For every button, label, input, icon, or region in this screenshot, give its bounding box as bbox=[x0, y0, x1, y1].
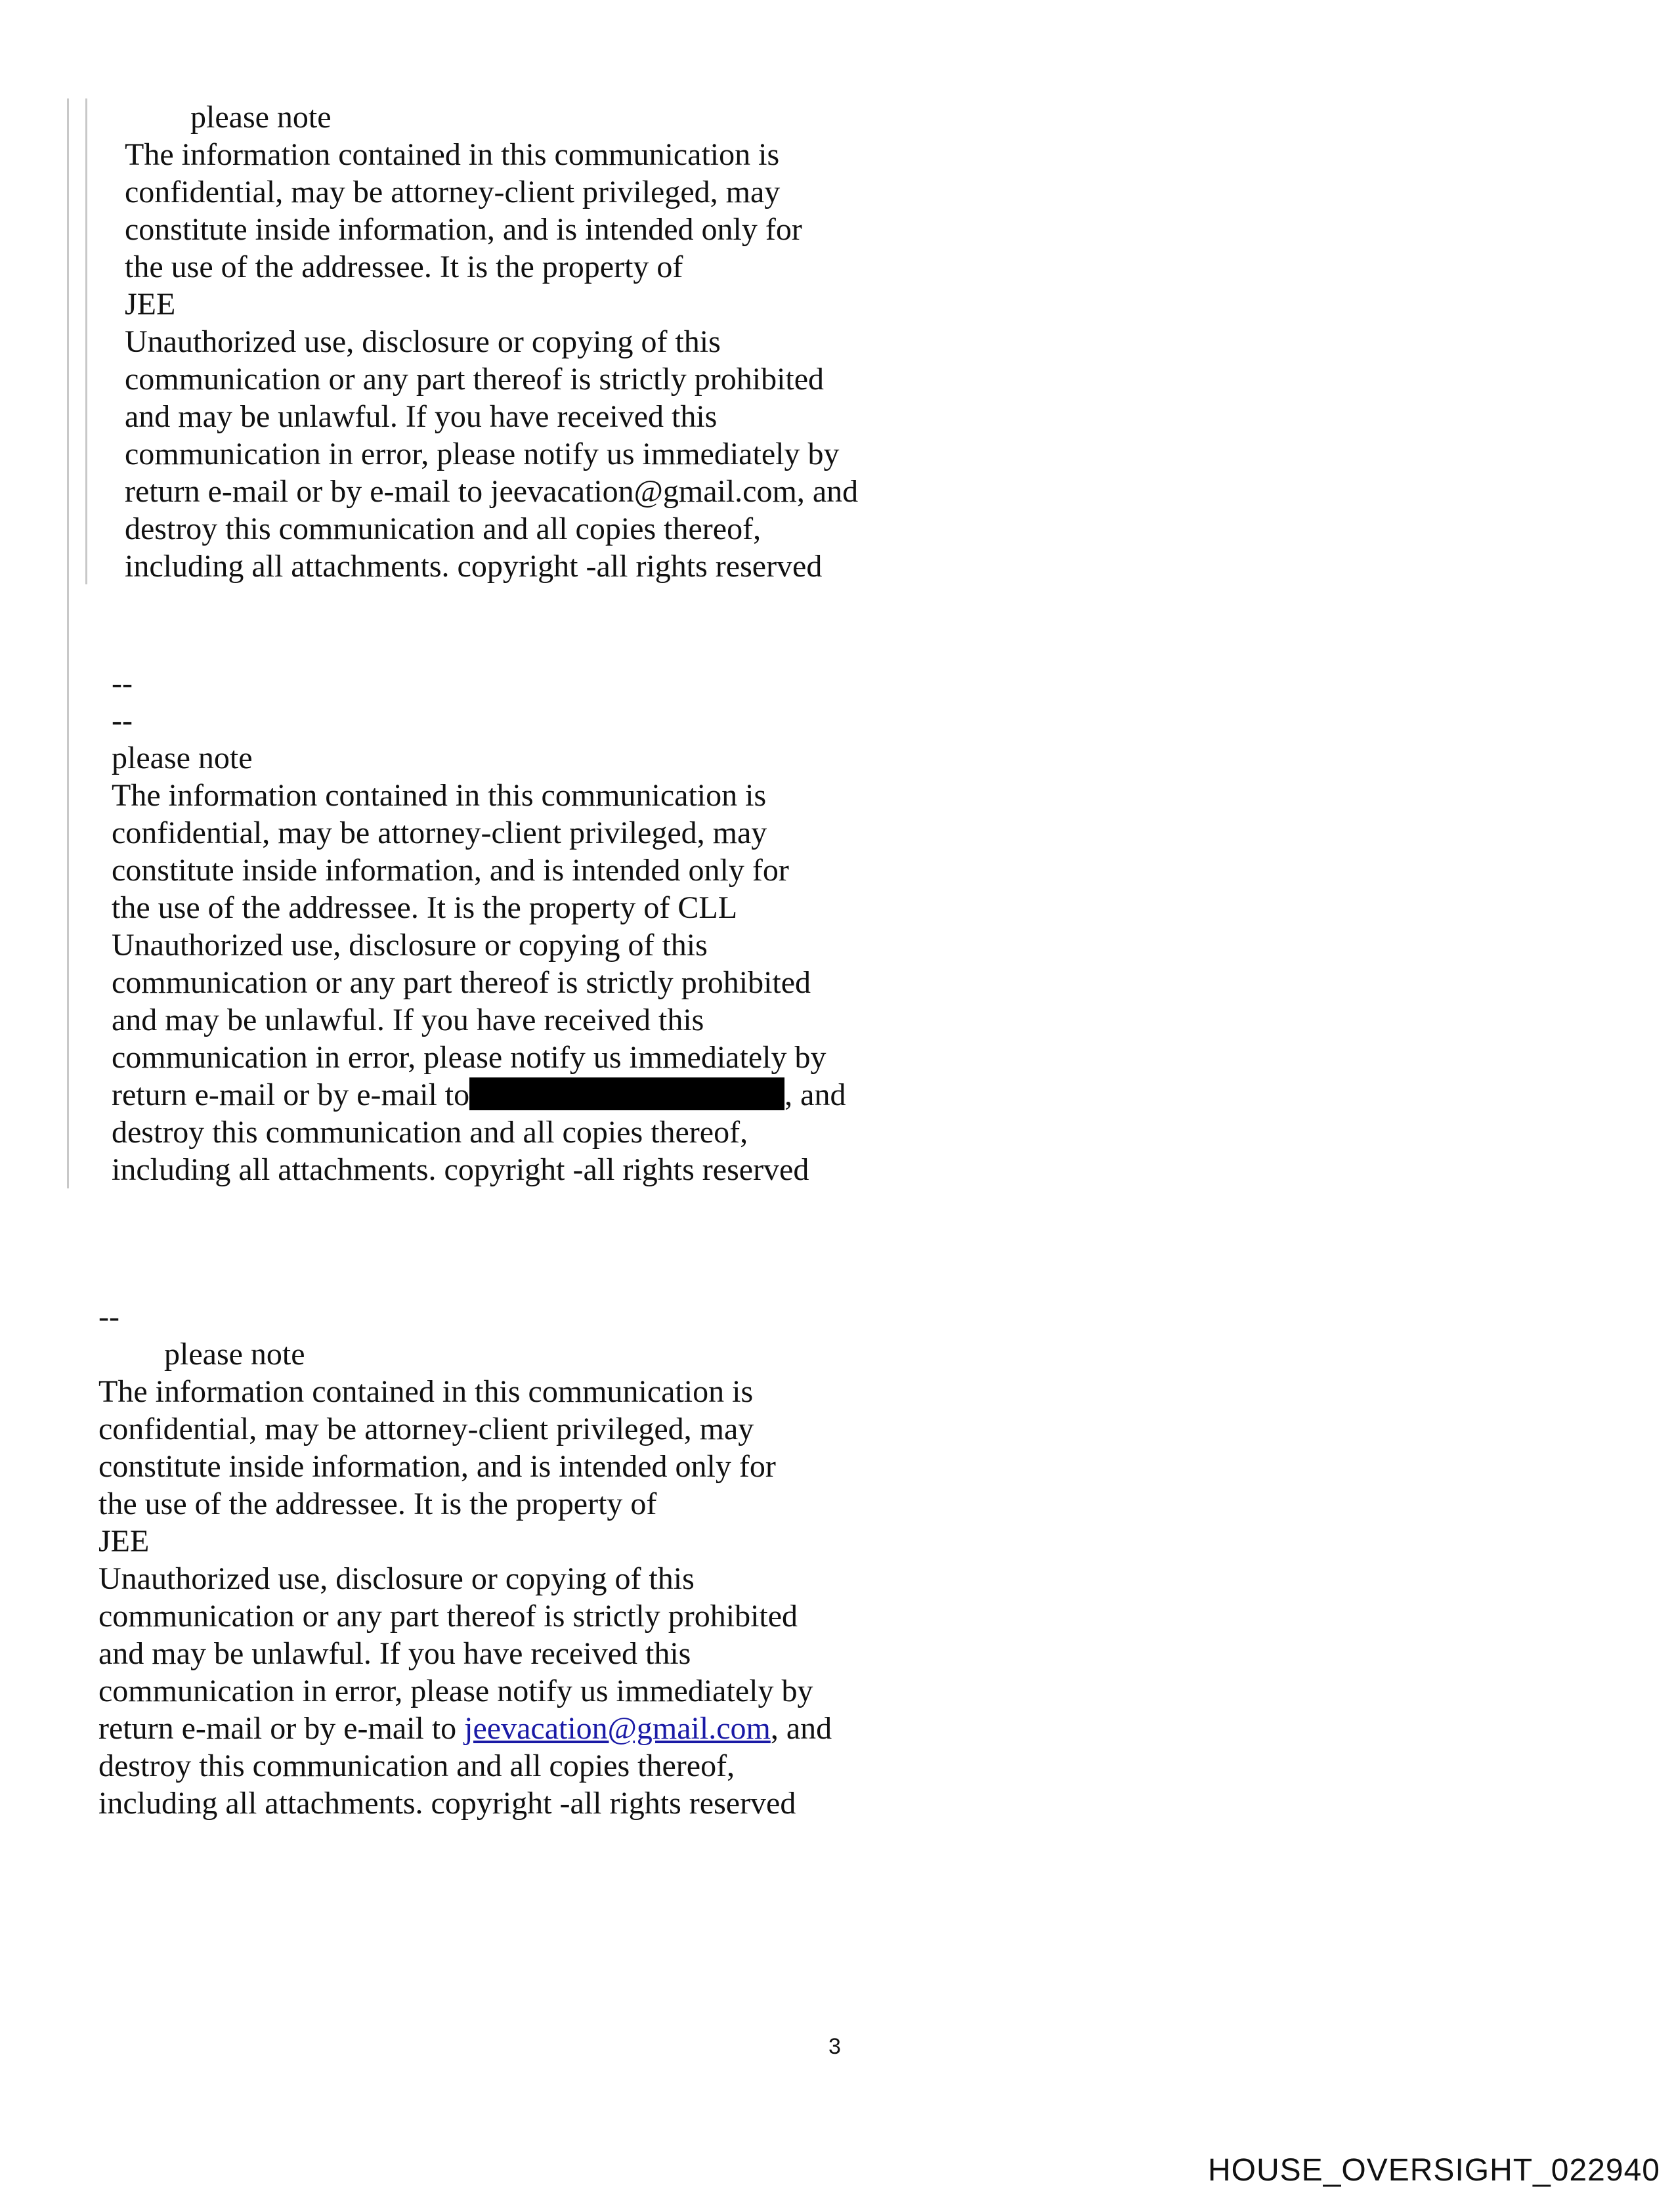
disclaimer-line: JEE bbox=[98, 1524, 150, 1559]
disclaimer-line: return e-mail or by e-mail to jeevacation@gmail.com, and bbox=[125, 474, 859, 509]
email-link[interactable]: jeevacation@gmail.com bbox=[464, 1711, 771, 1746]
email-suffix: , and bbox=[784, 1077, 846, 1112]
note-heading: please note bbox=[112, 741, 253, 775]
disclaimer-line: The information contained in this communication is bbox=[125, 137, 780, 172]
quote-bar-outer bbox=[67, 98, 69, 1188]
disclaimer-line: and may be unlawful. If you have received this bbox=[112, 1003, 704, 1037]
redaction-box bbox=[469, 1077, 784, 1110]
disclaimer-line: Unauthorized use, disclosure or copying of this bbox=[112, 928, 708, 963]
disclaimer-line: communication in error, please notify us immediately by bbox=[112, 1040, 826, 1075]
disclaimer-line: confidential, may be attorney-client privileged, may bbox=[125, 175, 781, 209]
disclaimer-line: communication in error, please notify us immediately by bbox=[98, 1674, 813, 1708]
quote-bar-inner bbox=[85, 98, 87, 584]
disclaimer-line: constitute inside information, and is intended only for bbox=[125, 212, 802, 247]
disclaimer-line: communication in error, please notify us immediately by bbox=[125, 437, 840, 471]
disclaimer-line: destroy this communication and all copies thereof, bbox=[98, 1748, 735, 1783]
signature-separator: -- bbox=[112, 703, 133, 738]
note-heading: please note bbox=[164, 1337, 305, 1372]
disclaimer-line: Unauthorized use, disclosure or copying of this bbox=[98, 1561, 695, 1596]
email-suffix: , and bbox=[770, 1711, 832, 1746]
disclaimer-line: constitute inside information, and is intended only for bbox=[98, 1449, 776, 1484]
disclaimer-line: the use of the addressee. It is the property of bbox=[98, 1486, 657, 1521]
disclaimer-line: The information contained in this communication is bbox=[98, 1374, 754, 1409]
disclaimer-email-line bbox=[112, 1076, 846, 1114]
disclaimer-line: JEE bbox=[125, 287, 176, 322]
disclaimer-line: communication or any part thereof is strictly prohibited bbox=[98, 1599, 798, 1634]
disclaimer-line: and may be unlawful. If you have received this bbox=[98, 1636, 691, 1671]
disclaimer-line: the use of the addressee. It is the property of bbox=[125, 249, 683, 284]
disclaimer-line: communication or any part thereof is strictly prohibited bbox=[112, 965, 811, 1000]
note-heading: please note bbox=[190, 100, 332, 135]
disclaimer-email-line bbox=[98, 1710, 832, 1747]
bates-number: HOUSE_OVERSIGHT_022940 bbox=[1208, 2153, 1660, 2188]
disclaimer-line: including all attachments. copyright -all rights reserved bbox=[125, 549, 823, 584]
disclaimer-line: confidential, may be attorney-client privileged, may bbox=[98, 1412, 754, 1446]
signature-separator: -- bbox=[98, 1299, 119, 1334]
disclaimer-line: communication or any part thereof is strictly prohibited bbox=[125, 362, 825, 397]
disclaimer-line: including all attachments. copyright -all rights reserved bbox=[98, 1786, 796, 1821]
signature-separator: -- bbox=[112, 666, 133, 701]
disclaimer-line: Unauthorized use, disclosure or copying of this bbox=[125, 324, 721, 359]
disclaimer-line: and may be unlawful. If you have received this bbox=[125, 399, 718, 434]
disclaimer-line: The information contained in this communication is bbox=[112, 778, 767, 813]
disclaimer-line: constitute inside information, and is intended only for bbox=[112, 853, 789, 888]
disclaimer-line: confidential, may be attorney-client privileged, may bbox=[112, 815, 767, 850]
disclaimer-line: destroy this communication and all copies thereof, bbox=[125, 511, 762, 546]
email-prefix: return e-mail or by e-mail to bbox=[112, 1077, 470, 1112]
page-number: 3 bbox=[828, 2034, 841, 2059]
email-prefix: return e-mail or by e-mail to bbox=[98, 1711, 465, 1746]
disclaimer-line: the use of the addressee. It is the property of CLL bbox=[112, 890, 738, 925]
disclaimer-line: including all attachments. copyright -all rights reserved bbox=[112, 1152, 809, 1187]
disclaimer-line: destroy this communication and all copies thereof, bbox=[112, 1115, 748, 1150]
